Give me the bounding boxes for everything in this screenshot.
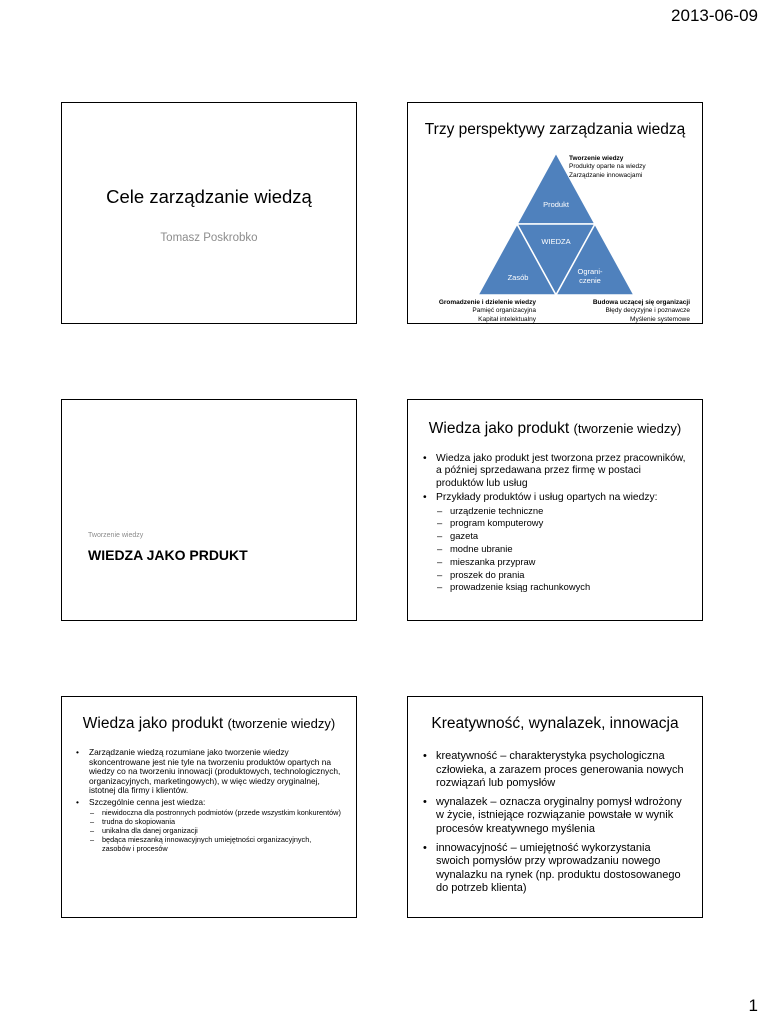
label-gromadzenie-wiedzy: Gromadzenie i dzielenie wiedzy Pamięć organizacyjna Kapitał intelektualny (438, 299, 536, 323)
slide-6 (407, 696, 703, 918)
sub-bullet: – niewidoczna dla postronnych podmiotów (przede wszystkim konkurentów) (90, 808, 342, 817)
bullet: • kreatywność – charakterystyka psychologiczna człowieka, a zarazem proces generowania nowych rozwiązań lub pomysłów (423, 750, 684, 791)
bullet: • wynalazek – oznacza oryginalny pomysł wdrożony w życie, istniejące rozwiązanie powstałe w wynik procesów kreatywnego myślenia (423, 796, 684, 837)
triangle-label-zasob: Zasób (507, 273, 529, 282)
knowledge-triangle-diagram (408, 103, 703, 324)
document-date: 2013-06-09 (671, 6, 758, 25)
triangle-label-ograniczenie: Ograni- czenie (577, 267, 603, 285)
bullet: • Wiedza jako produkt jest tworzona przez pracowników, a później sprzedawana przez firmę w postaci produktów lub usług (423, 453, 688, 490)
sub-bullet: – trudna do skopiowania (90, 817, 342, 826)
sub-bullet: – modne ubranie (437, 543, 688, 556)
triangle-label-wiedza: WIEDZA (541, 237, 571, 246)
slide-2 (407, 102, 703, 324)
bullet: • innowacyjność – umiejętność wykorzystania swoich pomysłów przy wprowadzaniu nowego wynalazku na rynek (np. produktu dostosowanego do potrzeb klienta) (423, 842, 684, 896)
sub-bullet: – będąca mieszanką innowacyjnych umiejętności organizacyjnych, zasobów i procesów (90, 835, 342, 853)
slide-1 (61, 102, 357, 324)
slide-1-author: Tomasz Poskrobko (160, 232, 258, 244)
bullet: • Zarządzanie wiedzą rozumiane jako tworzenie wiedzy skoncentrowane jest nie tyle na tworzeniu produktów opartych na wiedzy co na tworzeniu innowacji (produktowych, technologicznych, organizacyjnych, marketingowych), w więc wiedzy oryginalnej, istotnej dla firmy i klientów. (76, 748, 342, 796)
slide-5-bullets (76, 748, 342, 855)
slide-2-title: Trzy perspektywy zarządzania wiedzą (424, 121, 686, 138)
sub-bullet: – urządzenie techniczne (437, 505, 688, 518)
label-budowa-organizacji: Budowa uczącej się organizacji Błędy decyzyjne i poznawcze Myślenie systemowe (592, 299, 690, 323)
slide-6-title: Kreatywność, wynalazek, innowacja (431, 715, 679, 732)
sub-bullet: – program komputerowy (437, 517, 688, 530)
sub-bullet: – prowadzenie ksiąg rachunkowych (437, 581, 688, 594)
triangle-label-produkt: Produkt (543, 200, 569, 209)
slide-4 (407, 399, 703, 621)
label-tworzenie-wiedzy: Tworzenie wiedzy Produkty oparte na wiedzy Zarządzanie innowacjami (569, 155, 646, 179)
page-number: 1 (748, 996, 758, 1015)
slide-4-title: Wiedza jako produkt (tworzenie wiedzy) (428, 420, 682, 437)
bullet: • Przykłady produktów i usług opartych na wiedzy: – urządzenie techniczne – program komputerowy – gazeta – modne ubranie – mieszanka przypraw – proszek do prania – prowadzenie ksiąg rachunkowych (423, 492, 688, 594)
bullet: • Szczególnie cenna jest wiedza: – niewidoczna dla postronnych podmiotów (przede wszystkim konkurentów) – trudna do skopiowania – unikalna dla danej organizacji – będąca mieszanką innowacyjnych umiejętności organizacyjnych, zasobów i procesów (76, 798, 342, 853)
slide-5-title: Wiedza jako produkt (tworzenie wiedzy) (82, 715, 336, 732)
sub-bullet: – mieszanka przypraw (437, 556, 688, 569)
sub-bullet: – proszek do prania (437, 569, 688, 582)
sub-bullet: – unikalna dla danej organizacji (90, 826, 342, 835)
slide-3-title: WIEDZA JAKO PRDUKT (88, 547, 248, 563)
slide-3-section: Tworzenie wiedzy (88, 532, 144, 539)
sub-bullet: – gazeta (437, 530, 688, 543)
slide-4-bullets (423, 453, 688, 596)
slide-5 (61, 696, 357, 918)
slide-6-bullets (423, 750, 684, 901)
slide-3 (61, 399, 357, 621)
slide-1-title: Cele zarządzanie wiedzą (106, 186, 312, 207)
